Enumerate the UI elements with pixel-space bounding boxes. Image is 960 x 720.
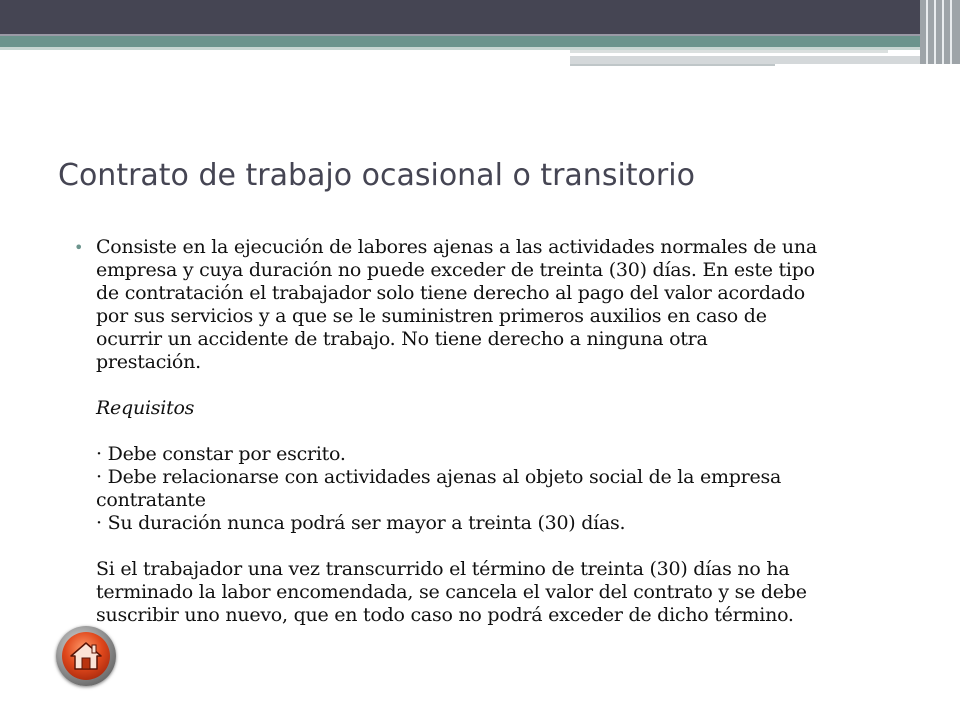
requisito-item: · Debe constar por escrito.: [96, 443, 346, 465]
text-line: empresa y cuya duración no puede exceder de treinta (30) días. En este tipo: [96, 259, 815, 281]
text-line: por sus servicios y a que se le suministren primeros auxilios en caso de: [96, 305, 767, 327]
text-line: de contratación el trabajador solo tiene derecho al pago del valor acordado: [96, 282, 805, 304]
decorative-strip: [570, 50, 888, 53]
accent-band: [0, 36, 920, 47]
corner-line: [926, 0, 928, 64]
intro-paragraph: [96, 236, 908, 374]
requisitos-heading: Requisitos: [96, 397, 195, 419]
home-button-face[interactable]: [62, 632, 110, 680]
requisitos-list: [96, 443, 908, 535]
text-line: terminado la labor encomendada, se cancela el valor del contrato y se debe: [96, 581, 807, 603]
text-line: Si el trabajador una vez transcurrido el término de treinta (30) días no ha: [96, 558, 790, 580]
header-bar: [0, 0, 960, 34]
bullet-marker: •: [74, 238, 84, 257]
closing-paragraph: [96, 558, 908, 627]
slide-body: [74, 236, 908, 627]
corner-line: [942, 0, 944, 64]
home-button[interactable]: [56, 626, 116, 686]
corner-decoration: [920, 0, 960, 64]
decorative-strip: [570, 64, 775, 66]
requisito-item: contratante: [96, 489, 206, 511]
slide-title: Contrato de trabajo ocasional o transitorio: [58, 158, 695, 193]
corner-line: [950, 0, 952, 64]
requisito-item: · Su duración nunca podrá ser mayor a treinta (30) días.: [96, 512, 626, 534]
decorative-strip: [570, 56, 920, 64]
home-icon: [69, 641, 103, 671]
text-line: prestación.: [96, 351, 201, 373]
text-line: ocurrir un accidente de trabajo. No tiene derecho a ninguna otra: [96, 328, 708, 350]
text-line: suscribir uno nuevo, que en todo caso no podrá exceder de dicho término.: [96, 604, 794, 626]
requisito-item: · Debe relacionarse con actividades ajenas al objeto social de la empresa: [96, 466, 782, 488]
text-line: Consiste en la ejecución de labores ajenas a las actividades normales de una: [96, 236, 817, 258]
corner-line: [934, 0, 936, 64]
